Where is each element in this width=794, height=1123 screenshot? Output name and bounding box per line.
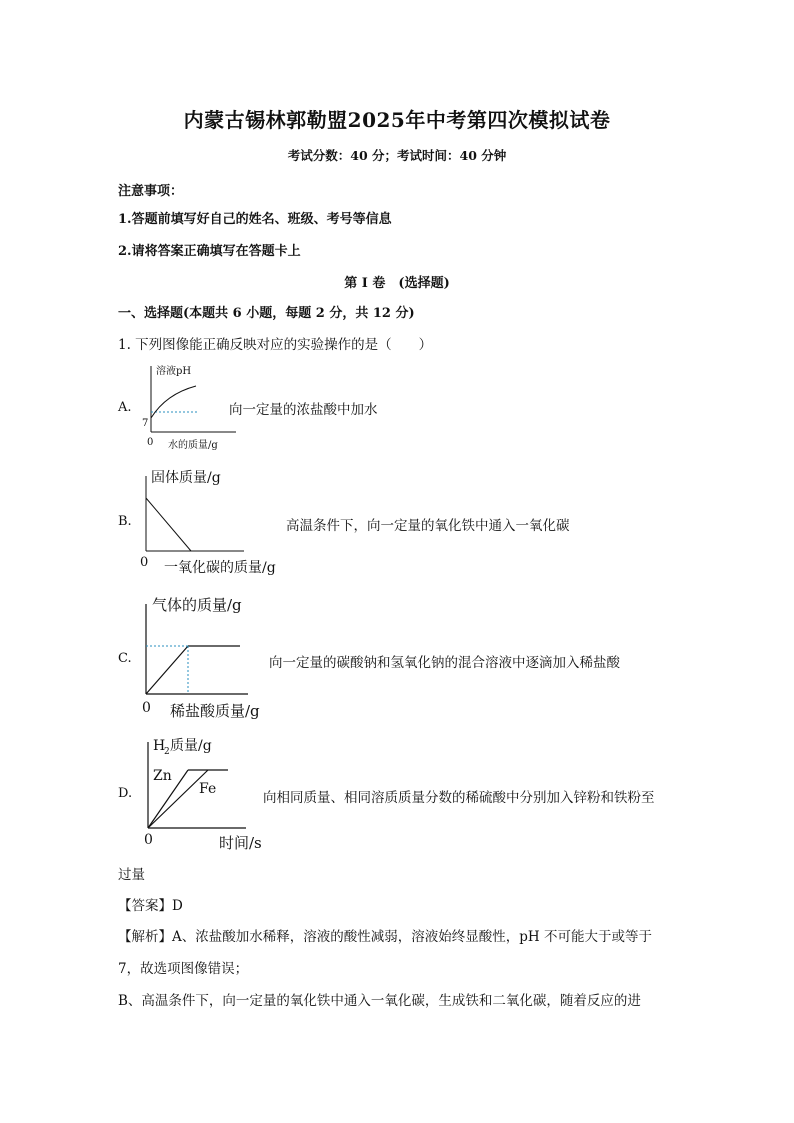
y-tick-7: 7 xyxy=(142,418,149,429)
answer-line: 【答案】D xyxy=(118,898,183,914)
analysis-line: 7，故选项图像错误； xyxy=(118,961,249,977)
mass-line xyxy=(146,498,191,551)
page-title: 内蒙古锡林郭勒盟2025年中考第四次模拟试卷 xyxy=(183,108,611,132)
option-letter: D. xyxy=(118,786,133,801)
x-label: 水的质量/g xyxy=(168,440,218,451)
graph-c xyxy=(136,592,276,722)
ph-curve xyxy=(151,386,196,418)
x-label: 时间/s xyxy=(219,834,262,852)
origin-label: 0 xyxy=(142,700,151,716)
option-letter: C. xyxy=(118,651,132,666)
option-text: 向相同质量、相同溶质质量分数的稀硫酸中分别加入锌粉和铁粉至 xyxy=(263,790,655,806)
graph-b xyxy=(136,466,296,578)
y-label-h: H xyxy=(153,738,166,754)
fe-series-label: Fe xyxy=(199,781,217,797)
option-letter: A. xyxy=(118,400,132,415)
origin-label: 0 xyxy=(140,555,149,570)
x-label: 一氧化碳的质量/g xyxy=(164,560,276,576)
origin-label: 0 xyxy=(144,832,153,848)
notice-heading: 注意事项： xyxy=(118,184,184,199)
zn-series-label: Zn xyxy=(153,768,172,784)
graph-d xyxy=(136,730,276,855)
section-heading: 一、选择题(本题共 6 小题，每题 2 分，共 12 分) xyxy=(118,306,415,321)
y-label: 气体的质量/g xyxy=(152,596,242,614)
option-text-continued: 过量 xyxy=(118,867,145,883)
analysis-line: B、高温条件下，向一定量的氧化铁中通入一氧化碳，生成铁和二氧化碳，随着反应的进 xyxy=(118,993,641,1009)
gas-line-rise xyxy=(146,646,188,694)
analysis-line: 【解析】A、浓盐酸加水稀释，溶液的酸性减弱，溶液始终显酸性，pH 不可能大于或等于 xyxy=(118,929,652,945)
exam-info: 考试分数：40 分；考试时间：40 分钟 xyxy=(287,148,507,163)
option-text: 向一定量的浓盐酸中加水 xyxy=(229,402,378,418)
part-label: 第 I 卷 (选择题) xyxy=(344,276,450,291)
y-label: 固体质量/g xyxy=(151,470,221,486)
origin-label: 0 xyxy=(147,437,154,448)
x-label: 稀盐酸质量/g xyxy=(170,702,260,720)
y-label-rest: 质量/g xyxy=(170,738,212,754)
option-letter: B. xyxy=(118,514,132,529)
y-label-subscript: 2 xyxy=(164,747,170,757)
option-text: 向一定量的碳酸钠和氢氧化钠的混合溶液中逐滴加入稀盐酸 xyxy=(269,655,620,671)
notice-item: 2.请将答案正确填写在答题卡上 xyxy=(118,244,301,259)
question-stem: 1. 下列图像能正确反映对应的实验操作的是（ ） xyxy=(118,337,433,353)
option-text: 高温条件下，向一定量的氧化铁中通入一氧化碳 xyxy=(286,518,570,534)
y-label: 溶液pH xyxy=(156,366,192,377)
notice-item: 1.答题前填写好自己的姓名、班级、考号等信息 xyxy=(118,212,392,227)
